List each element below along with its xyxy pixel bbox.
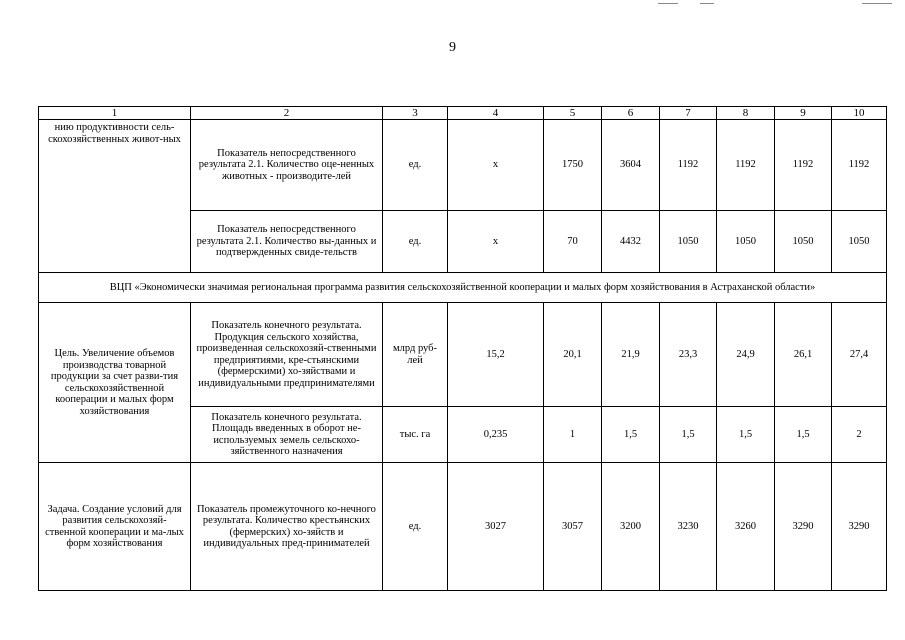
value-cell: 1,5 xyxy=(660,407,717,463)
value-cell: 0,235 xyxy=(448,407,544,463)
value-cell: 2 xyxy=(832,407,887,463)
table-row xyxy=(39,120,887,211)
column-header: 5 xyxy=(544,107,602,120)
column-header: 6 xyxy=(602,107,660,120)
unit-cell: тыс. га xyxy=(383,407,448,463)
column-header: 2 xyxy=(191,107,383,120)
value-cell: 1,5 xyxy=(602,407,660,463)
value-cell: 21,9 xyxy=(602,303,660,407)
unit-cell: ед. xyxy=(383,120,448,211)
value-cell: 20,1 xyxy=(544,303,602,407)
value-cell: 1,5 xyxy=(717,407,775,463)
value-cell: 1050 xyxy=(660,211,717,273)
value-cell: 3027 xyxy=(448,463,544,591)
value-cell: 1192 xyxy=(717,120,775,211)
value-cell: 15,2 xyxy=(448,303,544,407)
column-header: 8 xyxy=(717,107,775,120)
unit-cell: ед. xyxy=(383,463,448,591)
scan-mark xyxy=(700,3,714,4)
value-cell: 26,1 xyxy=(775,303,832,407)
indicator-cell: Показатель конечного результата. Площадь введенных в оборот не-используемых земель сельскохо-зяйственного назначения xyxy=(191,407,383,463)
goal-cell: нию продуктивности сель-скохозяйственных живот-ных xyxy=(39,120,191,273)
column-header: 3 xyxy=(383,107,448,120)
scan-mark xyxy=(862,3,892,4)
table-row xyxy=(39,303,887,407)
value-cell: 1,5 xyxy=(775,407,832,463)
value-cell: 3057 xyxy=(544,463,602,591)
indicator-cell: Показатель непосредственного результата 2.1. Количество вы-данных и подтвержденных свиде-тельств xyxy=(191,211,383,273)
goal-cell: Цель. Увеличение объемов производства товарной продукции за счет разви-тия сельскохозяйственной кооперации и малых форм хозяйствования xyxy=(39,303,191,463)
indicator-cell: Показатель промежуточного ко-нечного результата. Количество крестьянских (фермерских) хо-зяйств и индивидуальных пред-принимателей xyxy=(191,463,383,591)
value-cell: 3260 xyxy=(717,463,775,591)
value-cell: 70 xyxy=(544,211,602,273)
value-cell: 27,4 xyxy=(832,303,887,407)
goal-cell: Задача. Создание условий для развития сельскохозяй-ственной кооперации и ма-лых форм хозяйствования xyxy=(39,463,191,591)
value-cell: 23,3 xyxy=(660,303,717,407)
value-cell: 1050 xyxy=(717,211,775,273)
indicator-cell: Показатель непосредственного результата 2.1. Количество оце-ненных животных - производите-лей xyxy=(191,120,383,211)
page-number: 9 xyxy=(449,40,456,55)
value-cell: 1 xyxy=(544,407,602,463)
value-cell: 1050 xyxy=(832,211,887,273)
unit-cell: ед. xyxy=(383,211,448,273)
value-cell: 24,9 xyxy=(717,303,775,407)
indicator-table xyxy=(38,106,887,591)
value-cell: 3200 xyxy=(602,463,660,591)
program-title-row xyxy=(39,273,887,303)
table-row xyxy=(39,463,887,591)
value-cell: 3230 xyxy=(660,463,717,591)
column-header: 9 xyxy=(775,107,832,120)
value-cell: 1192 xyxy=(775,120,832,211)
column-header: 7 xyxy=(660,107,717,120)
value-cell: 3604 xyxy=(602,120,660,211)
value-cell: 3290 xyxy=(832,463,887,591)
indicator-cell: Показатель конечного результата. Продукция сельского хозяйства, произведенная сельскохозяй-ственными предприятиями, кре-стьянскими (фермерскими) хо-зяйствами и индивидуальными предпринимателями xyxy=(191,303,383,407)
column-header: 10 xyxy=(832,107,887,120)
value-cell: 1050 xyxy=(775,211,832,273)
column-header: 1 xyxy=(39,107,191,120)
value-cell: 1192 xyxy=(832,120,887,211)
column-header: 4 xyxy=(448,107,544,120)
value-cell: 1750 xyxy=(544,120,602,211)
value-cell: 4432 xyxy=(602,211,660,273)
value-cell: х xyxy=(448,211,544,273)
scan-mark xyxy=(658,3,678,4)
value-cell: 1192 xyxy=(660,120,717,211)
value-cell: х xyxy=(448,120,544,211)
unit-cell: млрд руб-лей xyxy=(383,303,448,407)
table-header-row xyxy=(39,107,887,120)
program-title: ВЦП «Экономически значимая региональная программа развития сельскохозяйственной кооперации и малых форм хозяйствования в Астраханской области» xyxy=(39,273,887,303)
value-cell: 3290 xyxy=(775,463,832,591)
